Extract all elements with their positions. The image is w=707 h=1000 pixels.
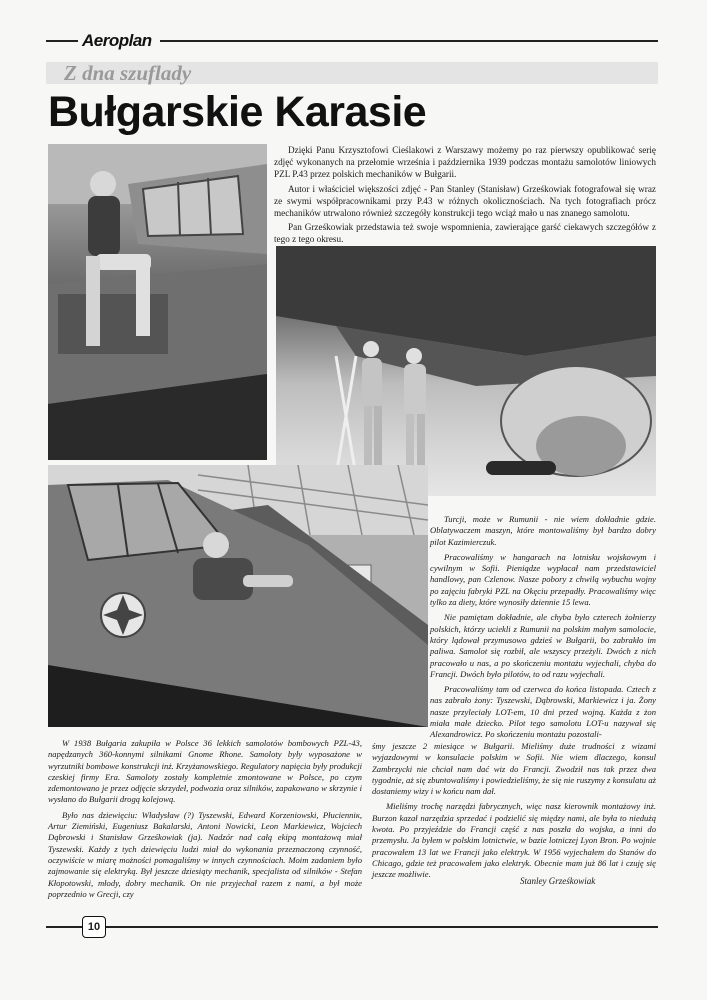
section-label: Z dna szuflady [64, 61, 192, 85]
lower-right-text [372, 741, 656, 885]
body-paragraph: Nie pamiętam dokładnie, ale chyba było czterech żołnierzy polskich, którzy uciekli z Rumunii na polskim małym samolocie, który lądował przymusowo gdzieś w Bułgarii, bo zabrakło im paliwa. Samolot się rozbił, ale wszyscy przeżyli. Dwóch z nich pracowało u nas, a po skończeniu montażu wyjechali, chyba do Francji. Dwóch było pilotów, to od razu wyjechali. [430, 612, 656, 679]
body-paragraph: W 1938 Bułgaria zakupiła w Polsce 36 lekkich samolotów bombowych PZL-43, napędzanych 360-konnymi silnikami Gnome Rhone. Samoloty były wyposażone w wyrzutniki bombowe konstrukcji inż. Krzyżanowskiego. Regulatory napięcia były produkcji czeskiej firmy Era. Samoloty zostały kompletnie zmontowane w Polsce, po czym zdemontowano je przez odjęcie skrzydeł, podwozia oraz silników, zapakowano w skrzynie i wysłano do Bułgarii drogą kolejową. [48, 738, 362, 805]
intro-paragraph: Dzięki Panu Krzysztofowi Cieślakowi z Warszawy możemy po raz pierwszy opublikować serię zdjęć wykonanych na przełomie września i października 1939 podczas montażu samolotów liniowych PZL P.43 przez polskich mechaników w Bułgarii. [274, 145, 656, 180]
photo-mechanic-in-cockpit [48, 465, 428, 727]
footer-rule-left [46, 926, 82, 928]
body-paragraph: śmy jeszcze 2 miesiące w Bułgarii. Mieliśmy duże trudności z wizami wyjazdowymi w konsulacie polskim w Sofii. Nie wiem dlaczego, konsul Zambrzycki nie chciał nam dać wiz do Francji. Zwodził nas tak przez dwa tygodnie, aż się zbuntowaliśmy i powiedzieliśmy, że się nie ruszymy z konsulatu aż dostaniemy wizy i w końcu nam dał. [372, 741, 656, 797]
photo-wing-illustration [276, 246, 656, 496]
intro-text [274, 144, 656, 248]
body-paragraph: Mieliśmy trochę narzędzi fabrycznych, więc nasz kierownik montażowy inż. Burzon kazał narzędzia sprzedać i podzielić się między nami, ale była to niedużą kwota. Po przyjeździe do Francji część z nas poszła do wojska, a inni do przemysłu. Ja byłem w polskim lotnictwie, w bazie lotniczej Lyon Bron. Po wojnie pracowałem 13 lat we Francji jako elektryk. W 1956 wyjechałem do Stanów do Chicago, gdzie też pracowałem jako elektryk. Obecnie mam już 86 lat i czuję się jeszcze możliwie. [372, 801, 656, 880]
page-number: 10 [82, 916, 106, 938]
section-banner [46, 62, 658, 84]
footer-rule-right [106, 926, 658, 928]
author-signature: Stanley Grześkowiak [520, 876, 596, 886]
body-paragraph: Pracowaliśmy w hangarach na lotnisku wojskowym i cywilnym w Sofii. Pieniądze wypłacał nam przedstawiciel handlowy, pan Czlenow. Nasze pobory z chwilą wybuchu wojny po zajęciu fabryki PZL na Okęciu przepadły. Pracowaliśmy więc tylko za diety, które wynosiły dziennie 15 lewa. [430, 551, 656, 608]
photo-mechanic-on-aircraft [48, 144, 267, 460]
header-rule-right [160, 40, 658, 42]
photo-cockpit-illustration [48, 465, 428, 727]
article-title: Bułgarskie Karasie [48, 88, 427, 136]
intro-paragraph: Autor i właściciel większości zdjęć - Pan Stanley (Stanisław) Grześkowiak fotografował się wraz ze swymi współpracownikami przy P.43 w różnych okolicznościach. Na tych fotografiach prócz mechaników utrwalono również szczegóły konstrukcji tego wciąż mało u nas znanego samolotu. [274, 183, 656, 219]
photo-mechanic-illustration [48, 144, 267, 460]
right-column-text [430, 514, 656, 745]
magazine-logo: Aeroplan [78, 31, 156, 51]
left-column-text [48, 738, 362, 904]
body-paragraph: Turcji, może w Rumunii - nie wiem dokładnie gdzie. Oblatywaczem maszyn, które montowaliśmy był bardzo dobry pilot Kazimierczuk. [430, 514, 656, 547]
body-paragraph: Było nas dziewięciu: Władysław (?) Tyszewski, Edward Korzeniowski, Płucienniк, Artur Ziemiński, Eugeniusz Bakalarski, Antoni Nowicki, Leon Markiewicz, Wojciech Dąbrowski i Stanisław Grześkowiak (ja). Nadzór nad całą ekipą montażową miał Tyszewski. Każdy z tych dziewięciu ludzi miał do wykonania przeznaczoną czynność, oczywiście w miarę możności pomagaliśmy w innych czynnościach. Moim zadaniem było zajmowanie się elektryką. Był jeszcze dziesiąty mechanik, specjalista od silników - Stefan Kłopotowski, młody, dobry mechanik. On nie przyjechał razem z nami, a był może poprzednio w Grecji, czy [48, 809, 362, 899]
intro-paragraph: Pan Grześkowiak przedstawia też swoje wspomnienia, zawierające garść ciekawych szczegółów z tego z tego okresu. [274, 222, 656, 245]
photo-mechanics-under-wing [276, 246, 656, 496]
body-paragraph: Pracowaliśmy tam od czerwca do końca listopada. Cztech z nas zabrało żony: Tyszewski, Dąbrowski, Markiewicz i ja. Żony nasze przyleciały LOT-em, 10 dni przed wojną. Każda z żon miała małe dziecko. Pilot tego samolotu LOT-u nazywał się Alexandrowicz. Po skończeniu montażu pozostali- [430, 684, 656, 740]
